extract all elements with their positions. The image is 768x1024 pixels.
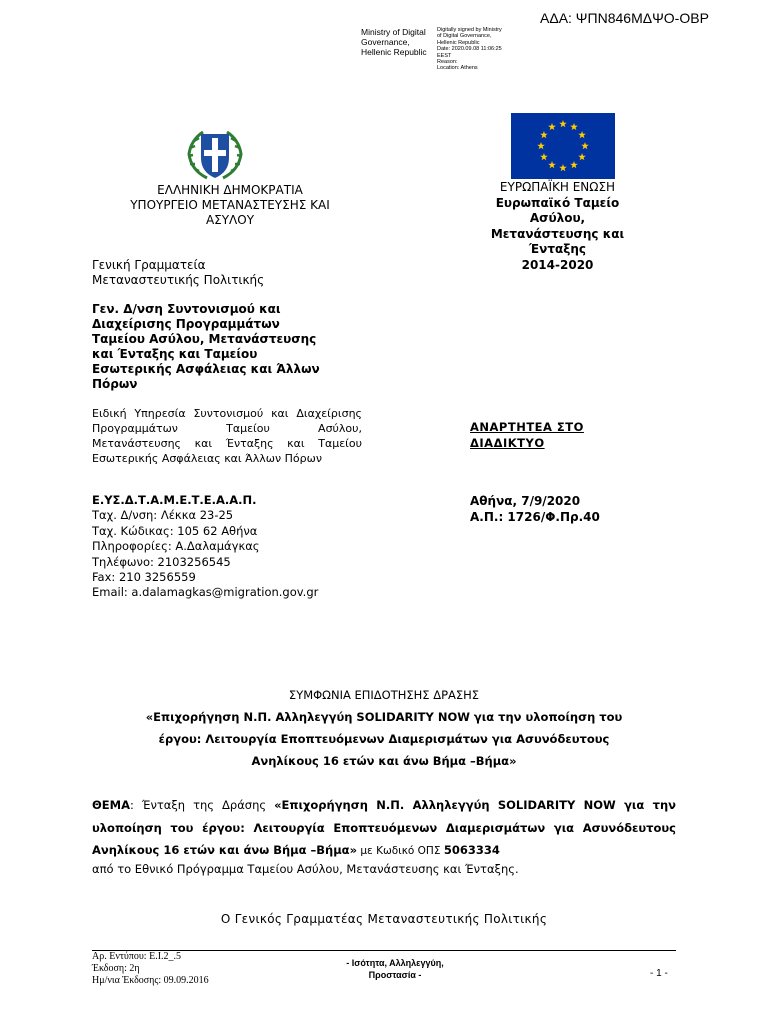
subject-paragraph <box>92 794 676 863</box>
signature-org-line: Ministry of Digital <box>361 27 426 37</box>
signature-org <box>361 27 433 57</box>
page-number: - 1 - <box>650 968 668 979</box>
agreement-line: έργου: Λειτουργία Εποπτευόμενων Διαμερισμάτων για Ασυνόδευτους <box>158 732 610 746</box>
contact-email: Email: a.dalamagkas@migration.gov.gr <box>92 585 319 600</box>
contact-address: Ταχ. Δ/νση: Λέκκα 23-25 <box>92 508 234 523</box>
posting-notice <box>470 419 584 451</box>
header-right-line: ΕΥΡΩΠΑΪΚΗ ΕΝΩΣΗ <box>499 180 616 194</box>
footer-edition-date: Ημ/νια Έκδοσης: 09.09.2016 <box>92 975 209 986</box>
header-right <box>470 180 645 274</box>
date-block <box>470 493 600 525</box>
footer-motto <box>330 957 460 981</box>
contact-acronym: Ε.ΥΣ.Δ.Τ.Α.Μ.Ε.Τ.Ε.Α.Α.Π. <box>92 493 257 507</box>
directorate-line: και Ένταξης και Ταμείου <box>92 347 258 361</box>
agreement-line: «Επιχορήγηση Ν.Π. Αλληλεγγύη SOLIDARITY NOW για την υλοποίηση του <box>145 710 623 724</box>
footer-form-info <box>92 951 209 987</box>
contact-phone: Τηλέφωνο: 2103256545 <box>92 554 231 569</box>
signature-org-line: Governance, <box>361 37 410 47</box>
header-right-line: Ένταξης <box>529 242 586 257</box>
header-right-line: 2014-2020 <box>521 257 594 272</box>
header-right-line: Ασύλου, <box>529 211 586 226</box>
header-left <box>105 183 355 228</box>
agreement-title: ΣΥΜΦΩΝΙΑ ΕΠΙΔΟΤΗΣΗΣ ΔΡΑΣΗΣ <box>288 688 480 702</box>
subject-action: «Επιχορήγηση Ν.Π. Αλληλεγγύη SOLIDARITY NOW για την υλοποίηση του έργου: Λειτουργία Εποπτευόμενων Διαμερισμάτων για Ασυνόδευτους Ανηλίκους 16 ετών και άνω Βήμα –Βήμα» <box>92 798 676 857</box>
signature-detail-line: Hellenic Republic <box>437 39 480 46</box>
signature-detail-line: of Digital Governance, <box>437 33 492 40</box>
directorate-line: Πόρων <box>92 377 138 391</box>
signature-detail-line: Digitally signed by Ministry <box>437 27 502 33</box>
subject-code-text: με Κωδικό ΟΠΣ <box>357 845 444 857</box>
signature-detail-line: Reason: <box>437 59 458 66</box>
header-left-line: ΥΠΟΥΡΓΕΙΟ ΜΕΤΑΝΑΣΤΕΥΣΗΣ ΚΑΙ <box>130 198 330 212</box>
subject-intro: : Ένταξη της Δράσης <box>129 798 275 812</box>
directorate-line: Γεν. Δ/νση Συντονισμού και <box>92 302 281 316</box>
subject-label: ΘΕΜΑ <box>92 798 130 812</box>
posting-notice-line: ΔΙΑΔΙΚΤΥΟ <box>470 436 545 450</box>
contact-fax: Fax: 210 3256559 <box>92 570 196 585</box>
header-left-line: ΕΛΛΗΝΙΚΗ ΔΗΜΟΚΡΑΤΙΑ <box>157 183 303 197</box>
contact-postcode: Ταχ. Κώδικας: 105 62 Αθήνα <box>92 523 258 538</box>
gen-secretariat-line: Γενική Γραμματεία <box>92 258 206 272</box>
eu-flag-icon <box>511 113 615 179</box>
directorate-line: Διαχείρισης Προγραμμάτων <box>92 317 280 331</box>
directorate <box>92 302 362 392</box>
ada-code: ΑΔΑ: ΨΠΝ846ΜΔΨΟ-ΟΒΡ <box>540 10 709 26</box>
signature-org-line: Hellenic Republic <box>361 47 427 57</box>
protocol-number: Α.Π.: 1726/Φ.Πρ.40 <box>470 510 600 524</box>
document-date: Αθήνα, 7/9/2020 <box>470 494 581 508</box>
agreement-line: Ανηλίκους 16 ετών και άνω Βήμα –Βήμα» <box>251 754 517 768</box>
subject-from: από το Εθνικό Πρόγραμμα Ταμείου Ασύλου, Μετανάστευσης και Ένταξης. <box>92 862 519 876</box>
special-service: Ειδική Υπηρεσία Συντονισμού και Διαχείρισης Προγραμμάτων Ταμείου Ασύλου, Μετανάστευσης και Ένταξης και Ταμείου Εσωτερικής Ασφάλειας και Άλλων Πόρων <box>92 407 362 465</box>
header-left-line: ΑΣΥΛΟΥ <box>205 213 255 227</box>
contact-block <box>92 493 318 601</box>
gen-secretariat <box>92 258 362 288</box>
footer-motto-line: - Ισότητα, Αλληλεγγύη, <box>346 958 444 968</box>
subject-code: 5063334 <box>443 843 500 857</box>
footer-motto-line: Προστασία - <box>368 970 422 980</box>
agreement-title-block <box>92 684 676 772</box>
signature-details <box>437 27 527 72</box>
directorate-line: Ταμείου Ασύλου, Μετανάστευσης <box>92 332 317 346</box>
header-right-line: Ευρωπαϊκό Ταμείο <box>495 195 620 210</box>
posting-notice-line: ΑΝΑΡΤΗΤΕΑ ΣΤΟ <box>470 420 584 434</box>
footer-edition: Έκδοση: 2η <box>92 963 140 974</box>
greek-emblem-icon <box>183 128 247 182</box>
general-secretary-heading: Ο Γενικός Γραμματέας Μεταναστευτικής Πολιτικής <box>220 912 548 926</box>
signature-detail-line: Location: Athens <box>437 65 478 72</box>
footer-form-number: Αρ. Εντύπου: Ε.Ι.2_.5 <box>92 951 182 962</box>
signature-detail-line: Date: 2020.09.08 11:06:25 <box>437 46 502 53</box>
gen-secretariat-line: Μεταναστευτικής Πολιτικής <box>92 273 265 287</box>
contact-info: Πληροφορίες: Α.Δαλαμάγκας <box>92 539 260 554</box>
signature-detail-line: EEST <box>437 52 452 59</box>
directorate-line: Εσωτερικής Ασφάλειας και Άλλων <box>92 362 320 376</box>
header-right-line: Μετανάστευσης και <box>490 226 625 241</box>
